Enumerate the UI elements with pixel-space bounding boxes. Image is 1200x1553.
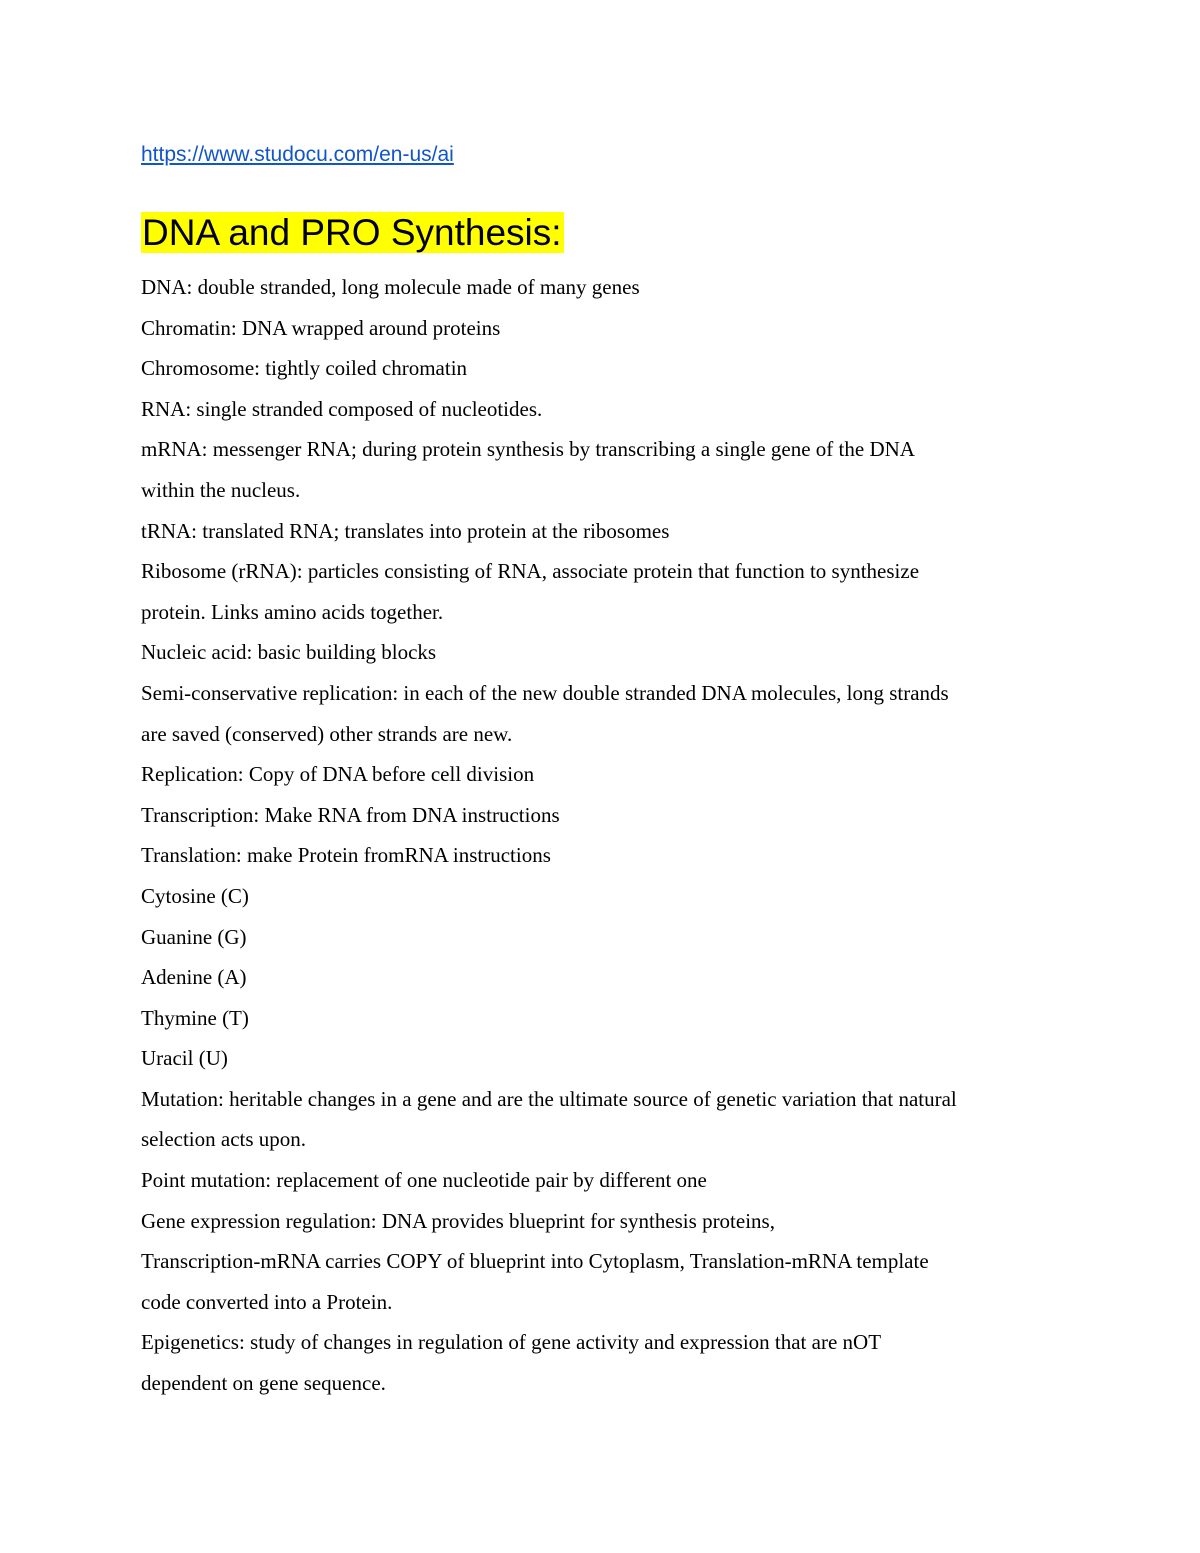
text-line: protein. Links amino acids together. bbox=[141, 599, 444, 624]
text-line: RNA: single stranded composed of nucleotides. bbox=[141, 396, 543, 421]
text-line: tRNA: translated RNA; translates into protein at the ribosomes bbox=[141, 518, 670, 543]
text-line: Gene expression regulation: DNA provides blueprint for synthesis proteins, bbox=[141, 1208, 775, 1233]
text-line: Transcription: Make RNA from DNA instructions bbox=[141, 802, 560, 827]
text-line: Adenine (A) bbox=[141, 965, 247, 990]
text-line: Mutation: heritable changes in a gene and are the ultimate source of genetic variation that natural bbox=[141, 1086, 957, 1111]
text-line: Epigenetics: study of changes in regulation of gene activity and expression that are nOT bbox=[141, 1330, 882, 1355]
definition-list bbox=[141, 267, 1071, 1404]
text-line: dependent on gene sequence. bbox=[141, 1371, 386, 1396]
text-line: Cytosine (C) bbox=[141, 883, 249, 908]
text-line: Chromosome: tightly coiled chromatin bbox=[141, 356, 468, 381]
text-line: DNA: double stranded, long molecule made of many genes bbox=[141, 275, 640, 299]
text-line: Guanine (G) bbox=[141, 924, 247, 949]
text-line: selection acts upon. bbox=[141, 1127, 307, 1152]
text-line: are saved (conserved) other strands are new. bbox=[141, 721, 513, 746]
text-line: Uracil (U) bbox=[141, 1046, 228, 1071]
text-line: code converted into a Protein. bbox=[141, 1289, 393, 1314]
studocu-link[interactable]: https://www.studocu.com/en-us/ai bbox=[141, 143, 454, 166]
page-title bbox=[141, 206, 564, 260]
text-line: Point mutation: replacement of one nucleotide pair by different one bbox=[141, 1168, 707, 1193]
text-line: Replication: Copy of DNA before cell division bbox=[141, 762, 535, 787]
text-line: Transcription-mRNA carries COPY of blueprint into Cytoplasm, Translation-mRNA template bbox=[141, 1249, 929, 1274]
text-line: Ribosome (rRNA): particles consisting of RNA, associate protein that function to synthesize bbox=[141, 559, 920, 584]
text-line: mRNA: messenger RNA; during protein synthesis by transcribing a single gene of the DNA bbox=[141, 437, 915, 462]
text-line: Translation: make Protein fromRNA instructions bbox=[141, 843, 551, 868]
text-line: within the nucleus. bbox=[141, 477, 301, 502]
highlighted-title-text: DNA and PRO Synthesis: bbox=[142, 212, 562, 253]
text-line: Chromatin: DNA wrapped around proteins bbox=[141, 315, 501, 340]
text-line: Thymine (T) bbox=[141, 1005, 249, 1030]
text-line: Nucleic acid: basic building blocks bbox=[141, 640, 437, 665]
text-line: Semi-conservative replication: in each of the new double stranded DNA molecules, long strands bbox=[141, 680, 949, 705]
